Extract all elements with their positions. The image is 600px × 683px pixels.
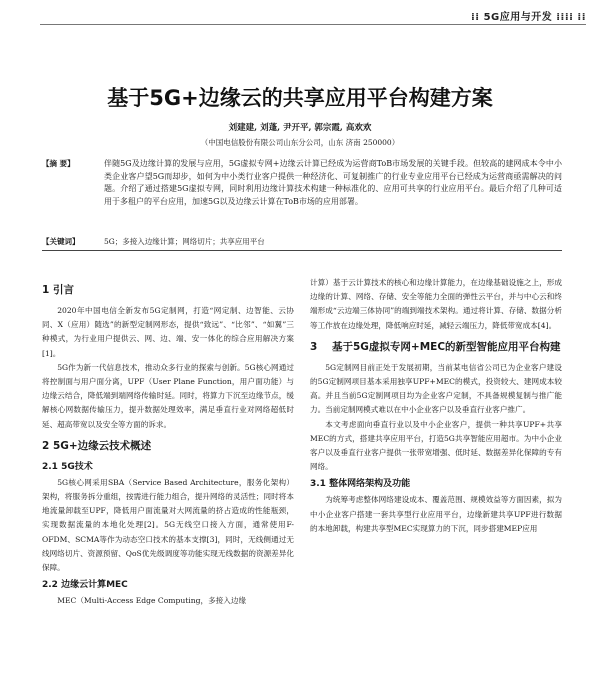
section-heading: 1 引言 [42, 284, 74, 296]
section-title: 基于5G虚拟专网+MEC的新型智能应用平台构建 [332, 340, 561, 353]
paper-authors: 刘建建, 刘蓬, 尹开平, 郭宗霞, 高欢欢 [228, 123, 372, 133]
subsection-heading: 2.1 5G技术 [42, 461, 93, 472]
section-heading: 2 5G+边缘云技术概述 [42, 439, 152, 452]
abstract-block [42, 158, 562, 208]
section-heading [310, 339, 562, 355]
right-column [310, 276, 562, 536]
running-header: ⁞⁞ 5G应用与开发 ⁞⁞⁞⁞ ⁞⁞ [470, 12, 586, 23]
keywords-label: 【关键词】 [42, 237, 80, 246]
paper-title: 基于5G+边缘云的共享应用平台构建方案 [107, 86, 493, 110]
section-number: 3 [310, 340, 318, 353]
abstract-text: 伴随5G及边缘计算的发展与应用，5G虚拟专网+边缘云计算已经成为运营商ToB市场发展的关键手段。但较高的建网成本令中小类企业客户望5G而却步，如何为中小类行业客户提供一种经济化、可复制推广的行业专业应用平台已经成为运营商亟需解决的问题。介绍了通过搭建5G虚拟专网，同时利用边缘计算技术构建一种标准化的、应用可共享的行业应用平台。最后介绍了几种可适用于多租户的平台应用，加速5G以及边缘云计算在ToB市场的应用部署。 [104, 159, 562, 206]
paper-affiliation: （中国电信股份有限公司山东分公司，山东 济南 250000） [200, 138, 400, 147]
body-paragraph: 计算）基于云计算技术的核心和边缘计算能力，在边缘基础设施之上，形成边缘的计算、网络、存储、安全等能力全面的弹性云平台，并与中心云和终端形成“云边端三体协同”的端到端技术架构。通过将计算、存储、数据分析等工作放在边缘处理，降低响应时延，减轻云端压力，降低带宽成本[4]。 [310, 278, 562, 330]
header-divider [40, 24, 586, 25]
subsection-heading: 3.1 整体网络架构及功能 [310, 479, 411, 490]
keywords-block [42, 236, 562, 247]
abstract-label: 【摘 要】 [42, 159, 75, 168]
body-paragraph: 5G核心网采用SBA（Service Based Architecture，服务化架构）架构，将服务拆分重组，按需进行能力组合，提升网络的灵活性；同时将本地流量卸载至UPF，降低用户面流量对大网流量的挤占造成的性能瓶颈，实现数据流量的本地化处理[2]。5G无线空口接入方面，通常使用F-OFDM、SCMA等作为动态空口技术的基本支撑[3]，同时，无线侧通过无线网络切片、资源预留、QoS优先级调度等功能实现无线数据的资源差异化保障。 [42, 477, 294, 573]
body-paragraph: 2020年中国电信全新发布5G定制网，打造“网定制、边智能、云协同、X（应用）随选”的新型定制网形态，提供“致远”、“比邻”、“如翼”三种模式，为行业用户提供云、网、边、端、安一体化的综合应用解决方案[1]。 [42, 306, 294, 358]
body-paragraph: 5G作为新一代信息技术，推动众多行业的探索与创新。5G核心网通过将控制面与用户面分离，UPF（User Plane Function，用户面功能）与边缘云结合，降低端到端网络传输时延。同时，将算力下沉至边缘节点，缓解核心网数据传输压力，提升数据处理效率，满足垂直行业对网络超低时延、超高带宽以及安全等方面的诉求。 [42, 362, 294, 429]
subsection-heading: 2.2 边缘云计算MEC [42, 580, 128, 591]
body-paragraph: MEC（Multi-Access Edge Computing，多接入边缘 [57, 596, 247, 606]
body-paragraph: 为统筹考虑整体网络建设成本、覆盖范围、规模效益等方面因素，拟为中小企业客户搭建一套共享型行业应用平台，边缘新建共享UPF进行数据的本地卸载，构建共享型MEC实现算力的下沉，同步搭建MEP应用 [310, 495, 562, 533]
running-header-text: 5G应用与开发 [483, 12, 553, 23]
abstract-divider [42, 250, 562, 251]
body-paragraph: 5G定制网目前正处于发展初期，当前某电信省公司已为企业客户建设的5G定制网项目基本采用独享UPF+MEC的模式，投资较大、建网成本较高。并且当前5G定制网项目均为企业客户定制，不具备规模复制与推广能力。当前定制网模式难以在中小企业客户以及垂直行业客户推广。 [310, 362, 562, 415]
left-column [42, 276, 294, 608]
body-paragraph: 本文考虑面向垂直行业以及中小企业客户，提供一种共享UPF+共享MEC的方式，搭建共享应用平台，打造5G共享智能应用超市。为中小企业客户以及垂直行业客户提供一张带宽增强、低时延、数据差异化保障的专有网络。 [310, 419, 562, 472]
keywords-text: 5G；多接入边缘计算；网络切片；共享应用平台 [104, 237, 265, 246]
